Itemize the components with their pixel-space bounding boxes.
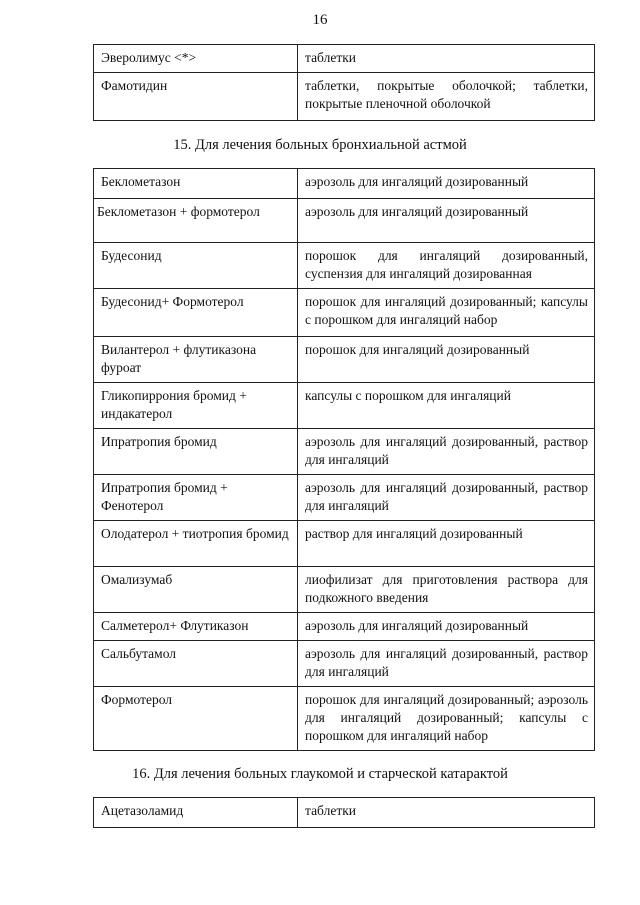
dosage-form: таблетки bbox=[298, 798, 595, 828]
table-row bbox=[94, 169, 595, 199]
table-row bbox=[94, 641, 595, 687]
table-row bbox=[94, 475, 595, 521]
dosage-form: аэрозоль для ингаляций дозированный, раствор для ингаляций bbox=[298, 475, 595, 521]
table-row bbox=[94, 567, 595, 613]
table-continued bbox=[93, 44, 595, 121]
table-row bbox=[94, 613, 595, 641]
drug-name: Эверолимус <*> bbox=[94, 45, 298, 73]
table-row bbox=[94, 243, 595, 289]
table-glaucoma bbox=[93, 797, 595, 828]
dosage-form: аэрозоль для ингаляций дозированный bbox=[298, 199, 595, 243]
dosage-form: аэрозоль для ингаляций дозированный, раствор для ингаляций bbox=[298, 641, 595, 687]
table-asthma bbox=[93, 168, 595, 751]
drug-name: Олодатерол + тиотропия бромид bbox=[94, 521, 298, 567]
dosage-form: таблетки, покрытые оболочкой; таблетки, покрытые пленочной оболочкой bbox=[298, 73, 595, 121]
dosage-form: порошок для ингаляций дозированный; аэрозоль для ингаляций дозированный; капсулы с порошком для ингаляций набор bbox=[298, 687, 595, 751]
drug-name: Сальбутамол bbox=[94, 641, 298, 687]
drug-name: Формотерол bbox=[94, 687, 298, 751]
dosage-form: аэрозоль для ингаляций дозированный bbox=[298, 169, 595, 199]
drug-name: Омализумаб bbox=[94, 567, 298, 613]
table-row bbox=[94, 521, 595, 567]
dosage-form: порошок для ингаляций дозированный; капсулы с порошком для ингаляций набор bbox=[298, 289, 595, 337]
page-number: 16 bbox=[312, 12, 328, 28]
dosage-form: раствор для ингаляций дозированный bbox=[298, 521, 595, 567]
dosage-form: таблетки bbox=[298, 45, 595, 73]
table-row bbox=[94, 798, 595, 828]
table-row bbox=[94, 687, 595, 751]
dosage-form: лиофилизат для приготовления раствора для подкожного введения bbox=[298, 567, 595, 613]
drug-name: Ипратропия бромид bbox=[94, 429, 298, 475]
drug-name: Беклометазон bbox=[94, 169, 298, 199]
dosage-form: аэрозоль для ингаляций дозированный, раствор для ингаляций bbox=[298, 429, 595, 475]
table-row bbox=[94, 199, 595, 243]
table-row bbox=[94, 45, 595, 73]
dosage-form: аэрозоль для ингаляций дозированный bbox=[298, 613, 595, 641]
dosage-form: порошок для ингаляций дозированный bbox=[298, 337, 595, 383]
table-row bbox=[94, 383, 595, 429]
drug-name: Салметерол+ Флутиказон bbox=[94, 613, 298, 641]
drug-name: Гликопиррония бромид + индакатерол bbox=[94, 383, 298, 429]
drug-name: Будесонид bbox=[94, 243, 298, 289]
table-row bbox=[94, 289, 595, 337]
table-row bbox=[94, 337, 595, 383]
dosage-form: капсулы с порошком для ингаляций bbox=[298, 383, 595, 429]
drug-name: Вилантерол + флутиказона фуроат bbox=[94, 337, 298, 383]
section-15-heading: 15. Для лечения больных бронхиальной астмой bbox=[173, 137, 467, 153]
dosage-form: порошок для ингаляций дозированный, суспензия для ингаляций дозированная bbox=[298, 243, 595, 289]
drug-name: Фамотидин bbox=[94, 73, 298, 121]
drug-name: Ипратропия бромид + Фенотерол bbox=[94, 475, 298, 521]
drug-name: Беклометазон + формотерол bbox=[94, 199, 298, 243]
section-16-heading: 16. Для лечения больных глаукомой и старческой катарактой bbox=[132, 766, 508, 782]
drug-name: Ацетазоламид bbox=[94, 798, 298, 828]
drug-name: Будесонид+ Формотерол bbox=[94, 289, 298, 337]
table-row bbox=[94, 73, 595, 121]
table-row bbox=[94, 429, 595, 475]
